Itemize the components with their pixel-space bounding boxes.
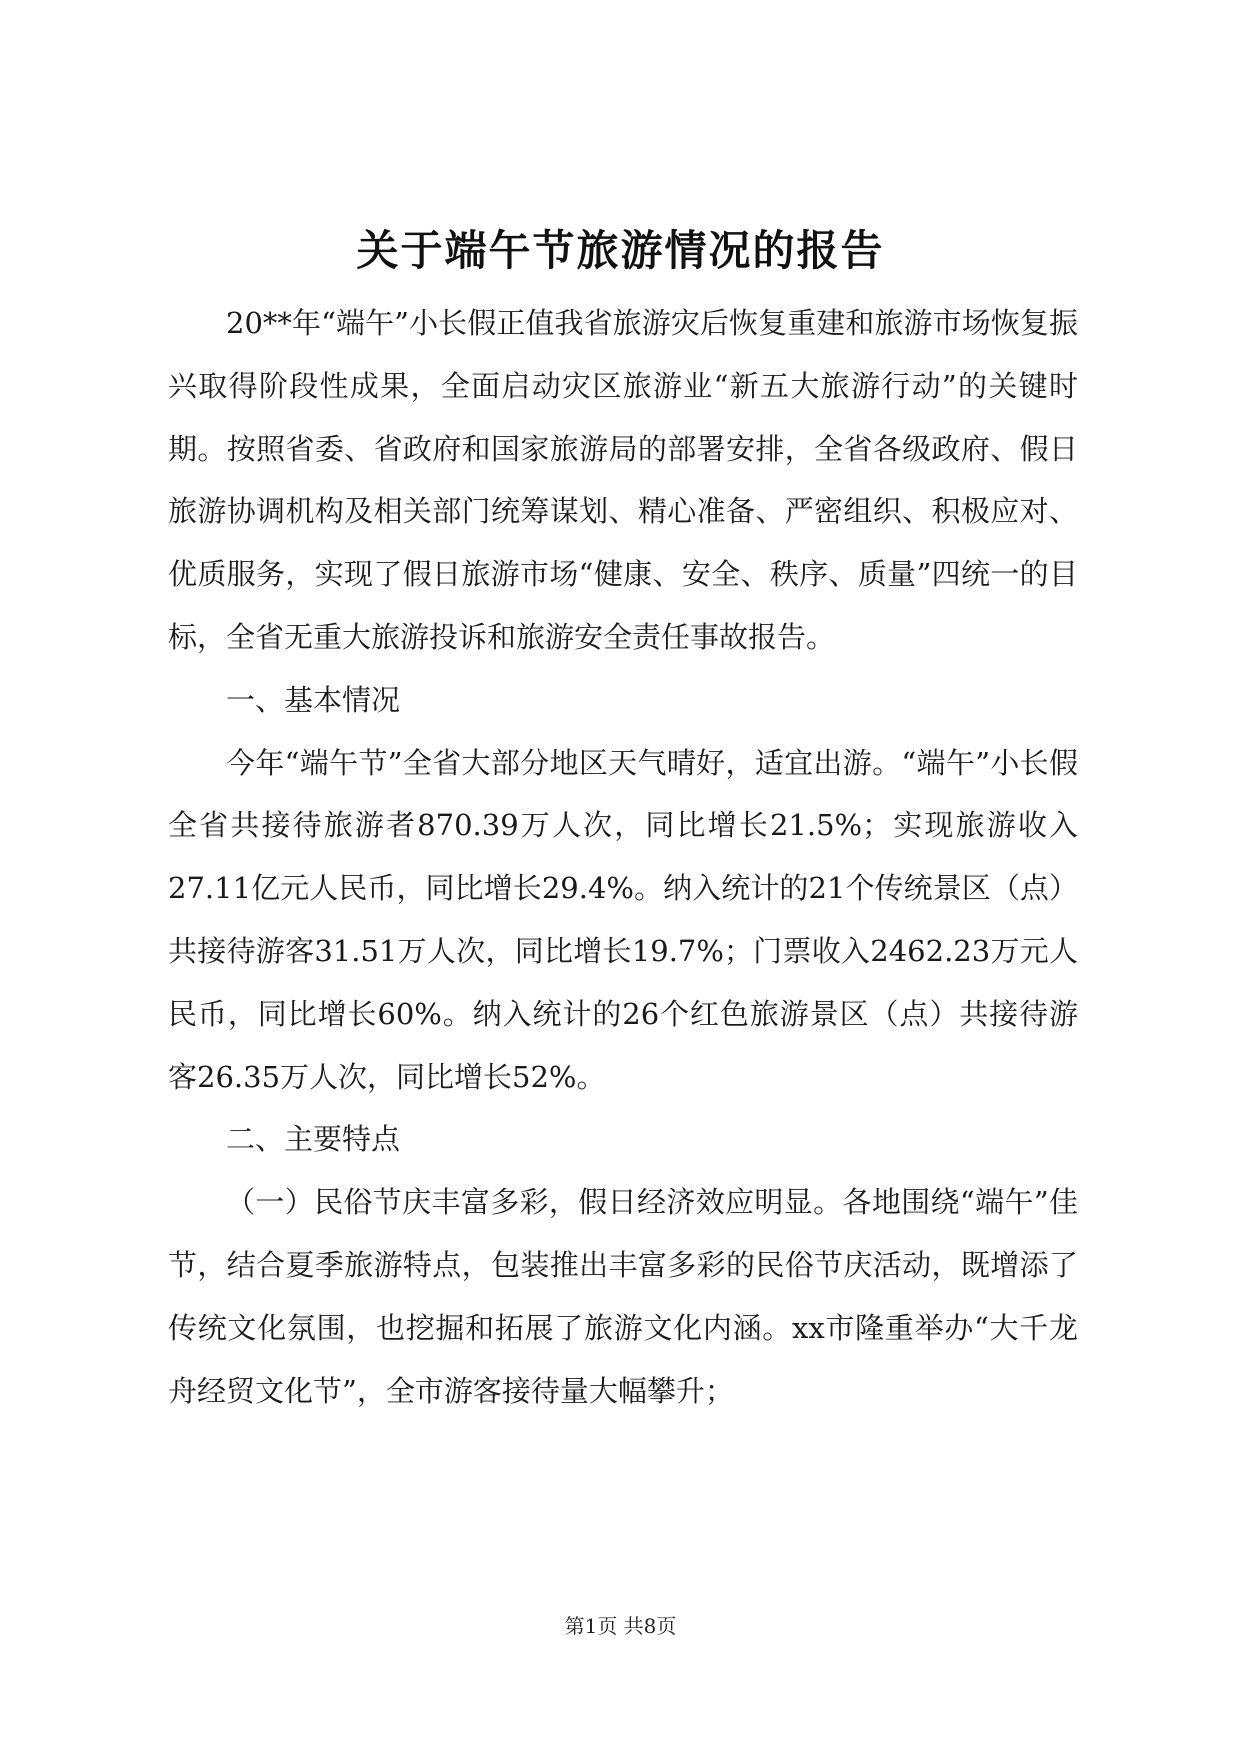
paragraph-feature-one: （一）民俗节庆丰富多彩，假日经济效应明显。各地围绕“端午”佳节，结合夏季旅游特点，包装推出丰富多彩的民俗节庆活动，既增添了传统文化氛围，也挖掘和拓展了旅游文化内涵。xx市隆重举办“大千龙舟经贸文化节”，全市游客接待量大幅攀升； [168, 1185, 1078, 1408]
paragraph-intro: 20**年“端午”小长假正值我省旅游灾后恢复重建和旅游市场恢复振兴取得阶段性成果，全面启动灾区旅游业“新五大旅游行动”的关键时期。按照省委、省政府和国家旅游局的部署安排，全省各级政府、假日旅游协调机构及相关部门统筹谋划、精心准备、严密组织、积极应对、优质服务，实现了假日旅游市场“健康、安全、秩序、质量”四统一的目标，全省无重大旅游投诉和旅游安全责任事故报告。 [168, 306, 1078, 654]
section-heading-basic: 一、基本情况 [226, 682, 401, 717]
section-heading-features: 二、主要特点 [226, 1122, 401, 1157]
paragraph-basic-situation: 今年“端午节”全省大部分地区天气晴好，适宜出游。“端午”小长假全省共接待旅游者870.39万人次，同比增长21.5%；实现旅游收入27.11亿元人民币，同比增长29.4%。纳入统计的21个传统景区（点）共接待游客31.51万人次，同比增长19.7%；门票收入2462.23万元人民币，同比增长60%。纳入统计的26个红色旅游景区（点）共接待游客26.35万人次，同比增长52%。 [168, 745, 1078, 1094]
document-body [168, 292, 1078, 1422]
page-number-footer: 第1页 共8页 [564, 1614, 677, 1638]
document-title: 关于端午节旅游情况的报告 [356, 226, 885, 275]
